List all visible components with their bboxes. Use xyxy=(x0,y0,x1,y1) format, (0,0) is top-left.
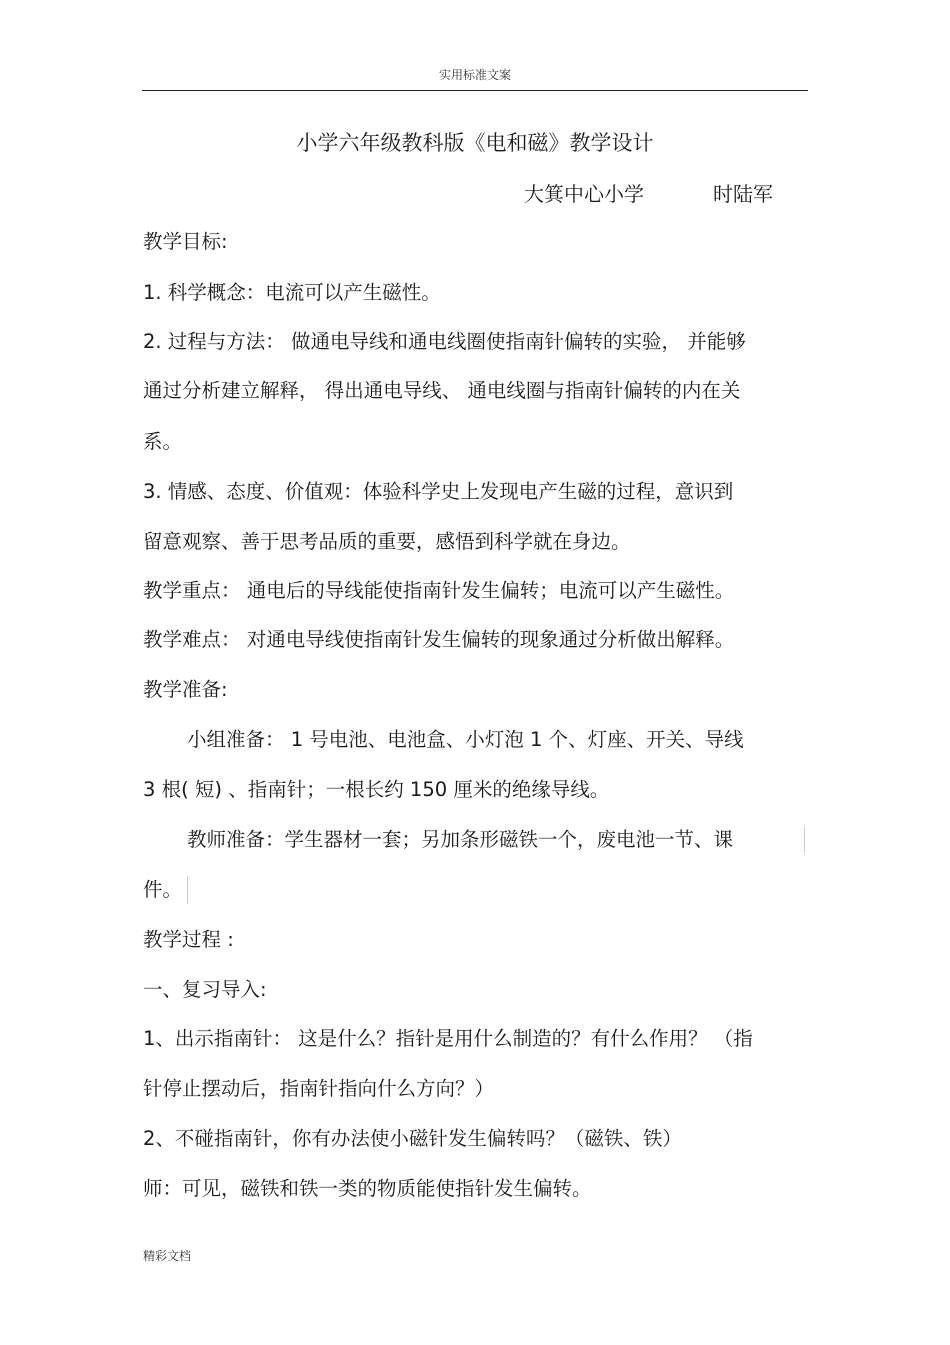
paragraph-line: 教学过程 : xyxy=(143,928,234,951)
paragraph-line: 教学重点： 通电后的导线能使指南针发生偏转；电流可以产生磁性。 xyxy=(143,579,735,602)
paragraph-line: 教学准备: xyxy=(143,678,228,701)
margin-mark xyxy=(187,876,188,904)
paragraph-line: 教学难点： 对通电导线使指南针发生偏转的现象通过分析做出解释。 xyxy=(143,628,735,651)
paragraph-line: 件。 xyxy=(143,878,183,901)
header-rule xyxy=(142,90,808,91)
paragraph-line: 系。 xyxy=(143,430,183,453)
paragraph-line: 针停止摆动后，指南针指向什么方向？） xyxy=(143,1077,495,1100)
document-title: 小学六年级教科版《电和磁》教学设计 xyxy=(296,131,654,155)
paragraph-line: 通过分析建立解释， 得出通电导线、 通电线圈与指南针偏转的内在关 xyxy=(143,379,741,402)
page-footer: 精彩文档 xyxy=(143,1249,192,1263)
margin-mark xyxy=(804,826,805,854)
author-name: 时陆军 xyxy=(713,182,773,206)
paragraph-line: 2、不碰指南针，你有办法使小磁针发生偏转吗？（磁铁、铁） xyxy=(143,1127,682,1150)
paragraph-line: 3. 情感、态度、价值观：体验科学史上发现电产生磁的过程，意识到 xyxy=(143,480,734,503)
paragraph-line: 3 根( 短) 、指南针；一根长约 150 厘米的绝缘导线。 xyxy=(143,778,610,801)
paragraph-line: 一、复习导入: xyxy=(143,978,267,1001)
paragraph-line: 2. 过程与方法： 做通电导线和通电线圈使指南针偏转的实验， 并能够 xyxy=(143,330,746,353)
paragraph-line: 1. 科学概念：电流可以产生磁性。 xyxy=(143,281,441,304)
paragraph-line: 教学目标: xyxy=(143,230,228,253)
paragraph-line: 师：可见，磁铁和铁一类的物质能使指针发生偏转。 xyxy=(143,1177,592,1200)
paragraph-line: 1、出示指南针： 这是什么？指针是用什么制造的？有什么作用？ （指 xyxy=(143,1027,753,1050)
page-header: 实用标准文案 xyxy=(438,68,511,82)
paragraph-line: 留意观察、善于思考品质的重要，感悟到科学就在身边。 xyxy=(143,530,631,553)
paragraph-line: 教师准备：学生器材一套；另加条形磁铁一个，废电池一节、课 xyxy=(187,828,734,851)
paragraph-line: 小组准备： 1 号电池、电池盒、小灯泡 1 个、灯座、开关、导线 xyxy=(187,728,744,751)
author-school: 大箕中心小学 xyxy=(524,182,644,206)
